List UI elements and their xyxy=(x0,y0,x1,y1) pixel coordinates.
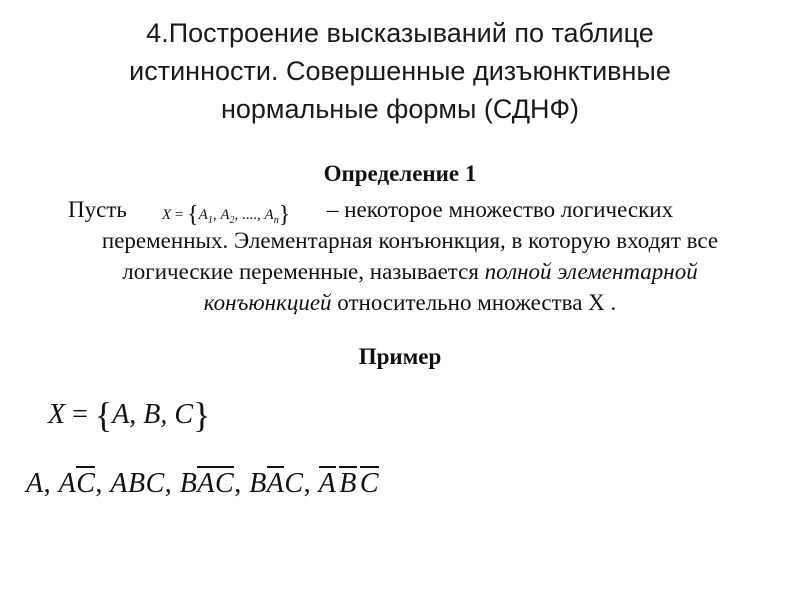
term-separator: , xyxy=(95,468,111,499)
term-6-negated-c: C xyxy=(359,468,379,499)
term-separator: , xyxy=(43,468,59,499)
term-2-plain: A xyxy=(58,468,77,499)
example-set-symbol: X xyxy=(48,399,66,430)
term-5-plain: B xyxy=(249,468,267,499)
term-6-negated-a: A xyxy=(318,468,337,499)
definition-term-part-1: полной элементарной xyxy=(484,259,698,284)
set-ellipsis: , ...., xyxy=(234,207,265,223)
term-4-negated: AC xyxy=(197,468,235,499)
definition-set-formula: $X = \{A_1$, $A_2$, ...., $A_n$} xyxy=(162,202,291,228)
definition-term-part-2: конъюнкцией xyxy=(203,290,332,315)
term-4 xyxy=(180,468,234,499)
definition-line-4-text: относительно множества X . xyxy=(331,290,617,315)
definition-line-2: переменных. Элементарная конъюнкция, в которую входят все xyxy=(101,228,719,253)
term-6-negated-b: B xyxy=(339,468,357,499)
definition-line-1-text: – некоторое множество логических xyxy=(327,197,674,222)
set-element-a1: A xyxy=(198,207,208,223)
set-element-a1-index: 1 xyxy=(207,215,213,226)
example-set-open-brace: { xyxy=(94,395,113,435)
set-close-brace: } xyxy=(278,202,291,228)
slide-title xyxy=(0,14,800,128)
example-heading: Пример xyxy=(358,344,442,369)
term-5 xyxy=(249,468,303,499)
definition-let: Пусть xyxy=(68,197,127,222)
term-3: ABC xyxy=(110,468,165,499)
set-element-a2: A xyxy=(220,207,230,223)
set-element-a2-index: 2 xyxy=(229,215,235,226)
term-2 xyxy=(59,468,96,499)
example-set-equals: = xyxy=(65,399,95,430)
set-open-brace: { xyxy=(187,202,199,228)
definition-heading: Определение 1 xyxy=(323,161,477,186)
definition-line-1 xyxy=(40,194,780,228)
set-element-an: A xyxy=(264,207,274,223)
example-set-close-brace: } xyxy=(193,395,211,435)
term-separator: , xyxy=(234,468,250,499)
set-symbol: X xyxy=(162,207,172,223)
example-set-elements: A, B, C xyxy=(112,399,194,430)
term-2-negated: C xyxy=(76,468,96,499)
term-separator: , xyxy=(303,468,319,499)
title-line-1: 4.Построение высказываний по таблице xyxy=(146,18,654,48)
set-equals: = xyxy=(174,207,184,223)
definition-line-4 xyxy=(40,287,780,318)
example-set-formula xyxy=(48,394,210,436)
term-5-tail: C xyxy=(284,468,304,499)
definition-line-3-text: логические переменные, называется xyxy=(122,259,485,284)
term-6 xyxy=(319,466,382,500)
term-1: A xyxy=(26,468,44,499)
term-separator: , xyxy=(164,468,180,499)
title-line-3: нормальные формы (СДНФ) xyxy=(220,94,580,124)
term-4-plain: B xyxy=(179,468,198,499)
term-5-negated: A xyxy=(266,468,285,499)
title-line-2: истинности. Совершенные дизъюнктивные xyxy=(129,56,671,86)
set-element-an-index: n xyxy=(273,215,279,226)
example-conjunctions xyxy=(26,466,382,500)
definition-body xyxy=(40,194,780,318)
definition-line-3 xyxy=(40,256,780,287)
